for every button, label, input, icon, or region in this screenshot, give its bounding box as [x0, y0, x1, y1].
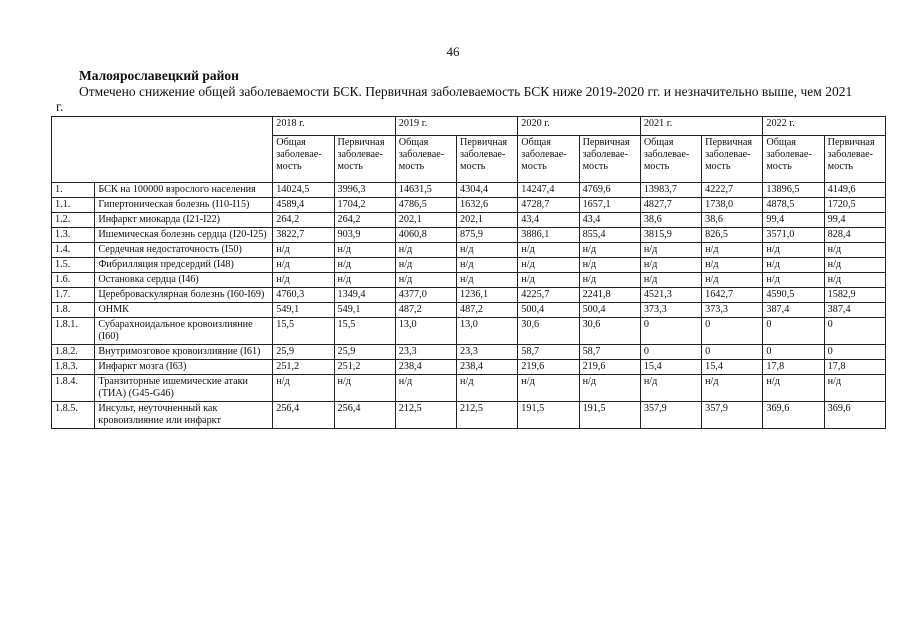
value-cell: 1738,0 — [702, 198, 763, 213]
value-cell: 256,4 — [334, 402, 395, 429]
value-cell: 0 — [824, 345, 885, 360]
value-cell: 58,7 — [518, 345, 579, 360]
value-cell: 212,5 — [457, 402, 518, 429]
value-cell: 357,9 — [702, 402, 763, 429]
value-cell: 13,0 — [395, 318, 456, 345]
value-cell: н/д — [518, 375, 579, 402]
row-name: Сердечная недостаточность (I50) — [95, 243, 273, 258]
row-number: 1.7. — [52, 288, 95, 303]
header-primary-morbidity: Первичная заболевае-мость — [579, 136, 640, 183]
value-cell: 4769,6 — [579, 183, 640, 198]
value-cell: н/д — [579, 375, 640, 402]
row-name: Транзиторные ишемические атаки (ТИА) (G45-G46) — [95, 375, 273, 402]
value-cell: 219,6 — [579, 360, 640, 375]
row-number: 1.8.5. — [52, 402, 95, 429]
value-cell: н/д — [334, 243, 395, 258]
row-number: 1.1. — [52, 198, 95, 213]
value-cell: 3571,0 — [763, 228, 824, 243]
value-cell: н/д — [395, 375, 456, 402]
value-cell: н/д — [702, 258, 763, 273]
value-cell: н/д — [457, 243, 518, 258]
value-cell: 191,5 — [579, 402, 640, 429]
value-cell: н/д — [273, 375, 334, 402]
row-name: Цереброваскулярная болезнь (I60-I69) — [95, 288, 273, 303]
row-number: 1.8.3. — [52, 360, 95, 375]
value-cell: н/д — [579, 258, 640, 273]
row-number: 1.8. — [52, 303, 95, 318]
value-cell: н/д — [334, 375, 395, 402]
value-cell: 30,6 — [579, 318, 640, 345]
row-number: 1.8.2. — [52, 345, 95, 360]
value-cell: 1236,1 — [457, 288, 518, 303]
value-cell: 15,5 — [273, 318, 334, 345]
header-total-morbidity: Общая заболевае-мость — [763, 136, 824, 183]
value-cell: 487,2 — [395, 303, 456, 318]
value-cell: 903,9 — [334, 228, 395, 243]
row-name: ОНМК — [95, 303, 273, 318]
header-primary-morbidity: Первичная заболевае-мость — [824, 136, 885, 183]
value-cell: 4377,0 — [395, 288, 456, 303]
value-cell: 15,4 — [640, 360, 701, 375]
value-cell: 387,4 — [763, 303, 824, 318]
value-cell: н/д — [395, 258, 456, 273]
value-cell: н/д — [457, 258, 518, 273]
header-total-morbidity: Общая заболевае-мость — [273, 136, 334, 183]
value-cell: 0 — [824, 318, 885, 345]
value-cell: 357,9 — [640, 402, 701, 429]
value-cell: 4060,8 — [395, 228, 456, 243]
row-name: Субарахноидальное кровоизлияние (I60) — [95, 318, 273, 345]
value-cell: 3822,7 — [273, 228, 334, 243]
value-cell: 202,1 — [457, 213, 518, 228]
value-cell: 17,8 — [824, 360, 885, 375]
table-row — [52, 258, 886, 273]
value-cell: 4521,3 — [640, 288, 701, 303]
row-number: 1.4. — [52, 243, 95, 258]
value-cell: 0 — [702, 345, 763, 360]
value-cell: 1349,4 — [334, 288, 395, 303]
header-total-morbidity: Общая заболевае-мость — [640, 136, 701, 183]
value-cell: 23,3 — [457, 345, 518, 360]
row-number: 1.5. — [52, 258, 95, 273]
row-number: 1.2. — [52, 213, 95, 228]
table-row — [52, 288, 886, 303]
value-cell: 212,5 — [395, 402, 456, 429]
value-cell: 4728,7 — [518, 198, 579, 213]
table-row — [52, 402, 886, 429]
row-number: 1.8.4. — [52, 375, 95, 402]
row-name: Остановка сердца (I46) — [95, 273, 273, 288]
value-cell: 3886,1 — [518, 228, 579, 243]
value-cell: 14247,4 — [518, 183, 579, 198]
table-row — [52, 213, 886, 228]
value-cell: 1642,7 — [702, 288, 763, 303]
value-cell: н/д — [824, 243, 885, 258]
row-number: 1.3. — [52, 228, 95, 243]
value-cell: н/д — [824, 375, 885, 402]
value-cell: 4760,3 — [273, 288, 334, 303]
value-cell: 0 — [763, 345, 824, 360]
value-cell: н/д — [640, 273, 701, 288]
value-cell: 4222,7 — [702, 183, 763, 198]
value-cell: 14631,5 — [395, 183, 456, 198]
value-cell: 38,6 — [640, 213, 701, 228]
value-cell: 4304,4 — [457, 183, 518, 198]
value-cell: 99,4 — [763, 213, 824, 228]
value-cell: н/д — [395, 273, 456, 288]
value-cell: 256,4 — [273, 402, 334, 429]
table-row — [52, 303, 886, 318]
value-cell: 251,2 — [334, 360, 395, 375]
value-cell: 369,6 — [824, 402, 885, 429]
table-row — [52, 183, 886, 198]
row-name: Инсульт, неуточненный как кровоизлияние или инфаркт — [95, 402, 273, 429]
row-name: Гипертоническая болезнь (I10-I15) — [95, 198, 273, 213]
value-cell: 219,6 — [518, 360, 579, 375]
value-cell: 500,4 — [518, 303, 579, 318]
value-cell: 15,5 — [334, 318, 395, 345]
header-total-morbidity: Общая заболевае-мость — [518, 136, 579, 183]
value-cell: н/д — [273, 258, 334, 273]
value-cell: 387,4 — [824, 303, 885, 318]
value-cell: н/д — [518, 258, 579, 273]
value-cell: 4878,5 — [763, 198, 824, 213]
value-cell: н/д — [640, 375, 701, 402]
header-year: 2021 г. — [640, 117, 763, 136]
value-cell: 549,1 — [334, 303, 395, 318]
value-cell: 855,4 — [579, 228, 640, 243]
value-cell: 1704,2 — [334, 198, 395, 213]
value-cell: н/д — [395, 243, 456, 258]
value-cell: 43,4 — [579, 213, 640, 228]
value-cell: н/д — [579, 273, 640, 288]
value-cell: 238,4 — [395, 360, 456, 375]
value-cell: 0 — [640, 318, 701, 345]
value-cell: 0 — [763, 318, 824, 345]
table-row — [52, 243, 886, 258]
value-cell: 1720,5 — [824, 198, 885, 213]
value-cell: 4827,7 — [640, 198, 701, 213]
value-cell: н/д — [334, 258, 395, 273]
value-cell: 4225,7 — [518, 288, 579, 303]
value-cell: 373,3 — [702, 303, 763, 318]
row-number: 1.8.1. — [52, 318, 95, 345]
header-year: 2022 г. — [763, 117, 886, 136]
table-row — [52, 198, 886, 213]
value-cell: н/д — [334, 273, 395, 288]
table-row — [52, 375, 886, 402]
morbidity-table — [51, 116, 886, 429]
value-cell: 264,2 — [273, 213, 334, 228]
value-cell: 500,4 — [579, 303, 640, 318]
value-cell: 251,2 — [273, 360, 334, 375]
value-cell: 487,2 — [457, 303, 518, 318]
value-cell: н/д — [579, 243, 640, 258]
row-name: Ишемическая болезнь сердца (I20-I25) — [95, 228, 273, 243]
value-cell: 99,4 — [824, 213, 885, 228]
value-cell: н/д — [702, 243, 763, 258]
value-cell: 25,9 — [334, 345, 395, 360]
section-title: Малоярославецкий район — [79, 68, 239, 83]
value-cell: н/д — [457, 273, 518, 288]
table-row — [52, 228, 886, 243]
value-cell: 4786,5 — [395, 198, 456, 213]
value-cell: 13983,7 — [640, 183, 701, 198]
value-cell: 264,2 — [334, 213, 395, 228]
value-cell: 13896,5 — [763, 183, 824, 198]
value-cell: 1657,1 — [579, 198, 640, 213]
value-cell: 3996,3 — [334, 183, 395, 198]
value-cell: н/д — [518, 243, 579, 258]
value-cell: н/д — [640, 258, 701, 273]
value-cell: 828,4 — [824, 228, 885, 243]
value-cell: 0 — [640, 345, 701, 360]
value-cell: 1582,9 — [824, 288, 885, 303]
header-year: 2019 г. — [395, 117, 518, 136]
row-name: БСК на 100000 взрослого населения — [95, 183, 273, 198]
value-cell: 826,5 — [702, 228, 763, 243]
page-number: 46 — [446, 44, 460, 59]
value-cell: 373,3 — [640, 303, 701, 318]
table-row — [52, 360, 886, 375]
value-cell: 238,4 — [457, 360, 518, 375]
header-year: 2020 г. — [518, 117, 641, 136]
value-cell: 3815,9 — [640, 228, 701, 243]
value-cell: н/д — [824, 273, 885, 288]
row-number: 1. — [52, 183, 95, 198]
value-cell: н/д — [702, 375, 763, 402]
header-primary-morbidity: Первичная заболевае-мость — [702, 136, 763, 183]
value-cell: н/д — [518, 273, 579, 288]
value-cell: н/д — [763, 375, 824, 402]
value-cell: 13,0 — [457, 318, 518, 345]
value-cell: 58,7 — [579, 345, 640, 360]
value-cell: 17,8 — [763, 360, 824, 375]
value-cell: 4149,6 — [824, 183, 885, 198]
header-total-morbidity: Общая заболевае-мость — [395, 136, 456, 183]
value-cell: 15,4 — [702, 360, 763, 375]
value-cell: 549,1 — [273, 303, 334, 318]
value-cell: 1632,6 — [457, 198, 518, 213]
header-primary-morbidity: Первичная заболевае-мость — [334, 136, 395, 183]
row-name: Инфаркт мозга (I63) — [95, 360, 273, 375]
value-cell: н/д — [763, 243, 824, 258]
header-primary-morbidity: Первичная заболевае-мость — [457, 136, 518, 183]
value-cell: н/д — [457, 375, 518, 402]
value-cell: 369,6 — [763, 402, 824, 429]
value-cell: н/д — [824, 258, 885, 273]
header-blank-cell — [52, 117, 273, 183]
header-year: 2018 г. — [273, 117, 396, 136]
value-cell: 191,5 — [518, 402, 579, 429]
value-cell: н/д — [702, 273, 763, 288]
intro-paragraph: Отмечено снижение общей заболеваемости БСК. Первичная заболеваемость БСК ниже 2019-2020 гг. и незначительно выше, чем 2021 г. — [56, 84, 853, 114]
row-name: Инфаркт миокарда (I21-I22) — [95, 213, 273, 228]
value-cell: 4590,5 — [763, 288, 824, 303]
value-cell: 23,3 — [395, 345, 456, 360]
table-row — [52, 318, 886, 345]
table-row — [52, 273, 886, 288]
value-cell: н/д — [763, 258, 824, 273]
value-cell: 2241,8 — [579, 288, 640, 303]
value-cell: 38,6 — [702, 213, 763, 228]
row-number: 1.6. — [52, 273, 95, 288]
value-cell: 875,9 — [457, 228, 518, 243]
row-name: Внутримозговое кровоизлияние (I61) — [95, 345, 273, 360]
table-row — [52, 345, 886, 360]
value-cell: 202,1 — [395, 213, 456, 228]
value-cell: н/д — [273, 243, 334, 258]
header-row-years — [52, 117, 886, 136]
value-cell: 0 — [702, 318, 763, 345]
value-cell: 4589,4 — [273, 198, 334, 213]
value-cell: 30,6 — [518, 318, 579, 345]
value-cell: 25,9 — [273, 345, 334, 360]
value-cell: н/д — [640, 243, 701, 258]
value-cell: 14024,5 — [273, 183, 334, 198]
row-name: Фибрилляция предсердий (I48) — [95, 258, 273, 273]
value-cell: н/д — [273, 273, 334, 288]
value-cell: н/д — [763, 273, 824, 288]
value-cell: 43,4 — [518, 213, 579, 228]
